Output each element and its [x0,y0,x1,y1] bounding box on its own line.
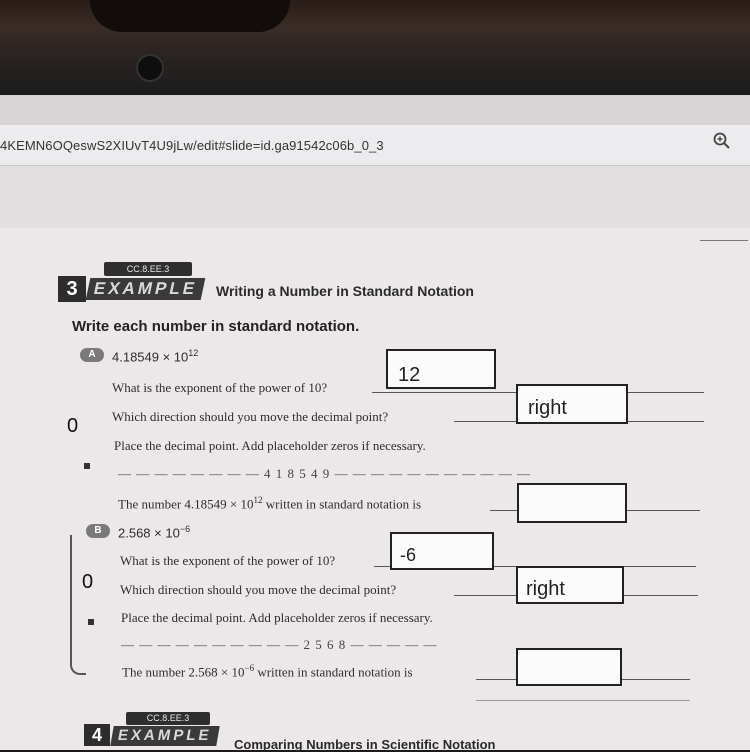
part-a-question-exponent: What is the exponent of the power of 10? [112,380,328,395]
tab-strip [0,95,750,125]
part-b-direction-answer[interactable]: right [526,578,565,600]
example-number: 3 [58,276,86,302]
part-b-question-direction: Which direction should you move the decimal point? [120,582,397,597]
webcam [136,54,164,82]
url-text[interactable]: 4KEMN6OQeswS2XIUvT4U9jLw/edit#slide=id.ga91542c06b_0_3 [0,138,384,153]
part-a-exponent-answer[interactable]: 12 [398,364,421,386]
bullet [88,619,94,625]
part-b-question-exponent: What is the exponent of the power of 10? [120,553,336,568]
part-b-question-place: Place the decimal point. Add placeholder zeros if necessary. [121,610,433,625]
part-b-exponent-answer[interactable]: -6 [400,545,417,565]
part-a-badge: A [80,348,104,362]
standard-badge: CC.8.EE.3 [104,262,192,276]
part-b-bracket [70,535,86,675]
example-number: 4 [84,724,110,746]
editor-toolbar-area [0,166,750,229]
part-a-question-place: Place the decimal point. Add placeholder zeros if necessary. [114,438,426,453]
part-a-blank-row: — — — — — — — — 4 1 8 5 4 9 — — — — — — — — — — — [118,466,531,481]
part-b-number: $2.568 \times 10^{-6}$ [118,524,191,541]
part-b-result-box[interactable] [516,648,622,686]
divider [700,240,748,241]
part-a-result-box[interactable] [517,483,627,523]
example-title: Comparing Numbers in Scientific Notation [234,737,496,752]
standard-badge: CC.8.EE.3 [126,712,210,725]
part-a-direction-answer[interactable]: right [528,397,567,419]
instruction: Write each number in standard notation. [72,318,360,335]
part-b-result-sentence: The number $2.568 \times 10^{-6}$ written in standard notation is [122,663,413,680]
example-label: EXAMPLE [86,278,206,300]
part-b-blank-row: — — — — — — — — — — 2 5 6 8 — — — — — [121,637,438,652]
background-object [90,0,290,32]
answer-line [476,700,690,701]
example-label: EXAMPLE [110,726,219,746]
part-a-number: $4.18549 \times 10^{12}$ [112,348,199,365]
part-a-result-sentence: The number $4.18549 \times 10^{12}$ written in standard notation is [118,495,422,512]
part-a-question-direction: Which direction should you move the decimal point? [112,409,389,424]
example-title: Writing a Number in Standard Notation [216,283,474,299]
part-b-badge: B [86,524,110,538]
margin-mark: 0 [82,571,94,593]
zoom-icon[interactable] [712,131,732,151]
margin-mark: 0 [67,415,79,437]
bullet [84,463,90,469]
